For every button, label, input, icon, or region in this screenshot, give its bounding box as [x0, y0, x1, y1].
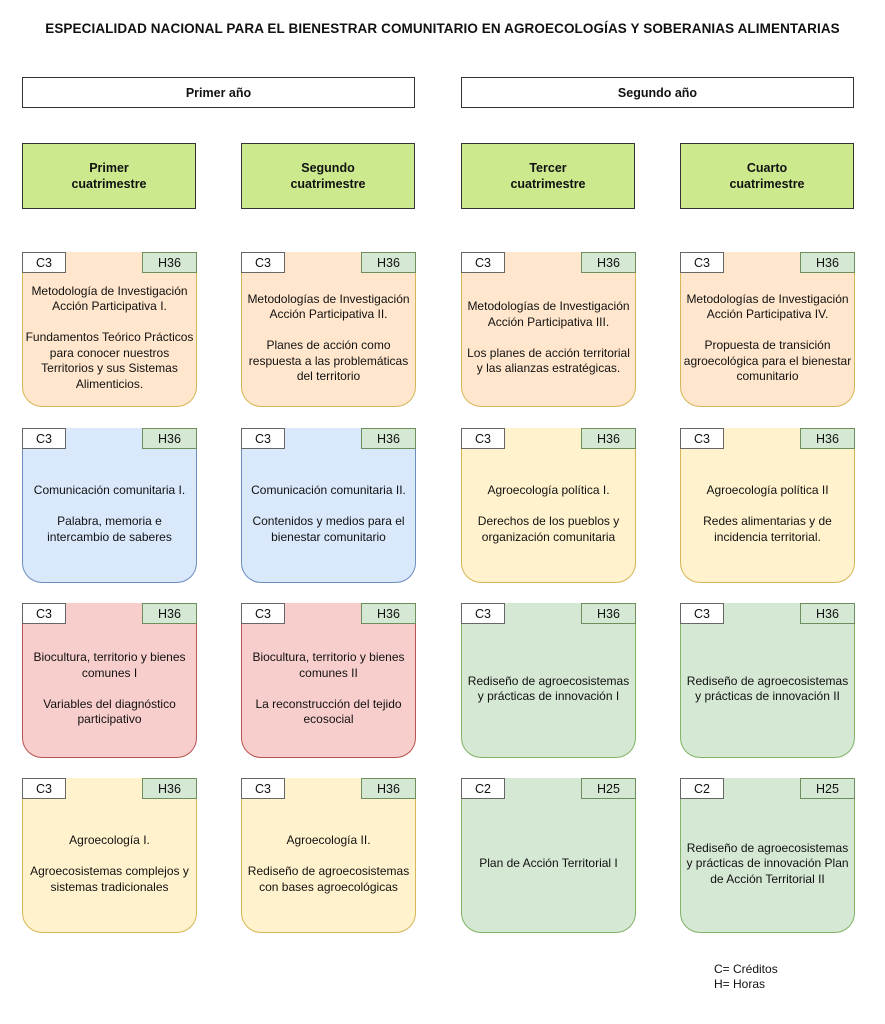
course-card [22, 252, 197, 407]
credits-tag: C2 [680, 778, 724, 799]
course-card [680, 428, 855, 583]
credits-tag: C3 [461, 603, 505, 624]
credits-tag: C3 [241, 603, 285, 624]
hours-tag: H36 [581, 252, 636, 273]
course-card [241, 603, 416, 758]
course-text: Metodologías de Investigación Acción Participativa III. Los planes de acción territorial y las alianzas estratégicas. [467, 299, 630, 376]
hours-tag: H36 [361, 252, 416, 273]
hours-tag: H25 [581, 778, 636, 799]
course-text: Rediseño de agroecosistemas y prácticas de innovación I [467, 673, 630, 703]
course-text: Metodologías de Investigación Acción Participativa II. Planes de acción como respuesta a las problemáticas del territorio [247, 291, 410, 383]
year-header-second: Segundo año [461, 77, 854, 108]
course-text: Rediseño de agroecosistemas y prácticas de innovación Plan de Acción Territorial II [686, 840, 849, 886]
course-card [22, 778, 197, 933]
course-card [461, 603, 636, 758]
hours-tag: H36 [142, 428, 197, 449]
credits-tag: C3 [680, 603, 724, 624]
hours-tag: H25 [800, 778, 855, 799]
hours-tag: H36 [142, 252, 197, 273]
course-card [680, 603, 855, 758]
course-text: Agroecología I. Agroecosistemas complejos y sistemas tradicionales [30, 833, 189, 894]
credits-tag: C3 [22, 428, 66, 449]
course-card [241, 428, 416, 583]
hours-tag: H36 [581, 603, 636, 624]
year-header-first: Primer año [22, 77, 415, 108]
term-header-3: Tercer cuatrimestre [461, 143, 635, 209]
hours-tag: H36 [800, 252, 855, 273]
hours-tag: H36 [142, 778, 197, 799]
course-text: Agroecología política I. Derechos de los pueblos y organización comunitaria [477, 483, 620, 544]
credits-tag: C3 [680, 252, 724, 273]
credits-tag: C3 [22, 778, 66, 799]
credits-tag: C3 [241, 778, 285, 799]
credits-tag: C3 [241, 428, 285, 449]
legend [714, 962, 778, 992]
course-text: Rediseño de agroecosistemas y prácticas de innovación II [686, 673, 849, 703]
hours-tag: H36 [361, 778, 416, 799]
course-text: Biocultura, territorio y bienes comunes II La reconstrucción del tejido ecosocial [252, 650, 405, 727]
term-header-1: Primer cuatrimestre [22, 143, 196, 209]
hours-tag: H36 [581, 428, 636, 449]
course-card [461, 428, 636, 583]
hours-tag: H36 [800, 428, 855, 449]
course-text: Comunicación comunitaria II. Contenidos y medios para el bienestar comunitario [251, 483, 406, 544]
hours-tag: H36 [361, 603, 416, 624]
hours-tag: H36 [142, 603, 197, 624]
diagram-title: ESPECIALIDAD NACIONAL PARA EL BIENESTRAR COMUNITARIO EN AGROECOLOGÍAS Y SOBERANIAS ALIMENTARIAS [45, 21, 840, 36]
hours-tag: H36 [361, 428, 416, 449]
credits-tag: C3 [461, 252, 505, 273]
term-header-4: Cuarto cuatrimestre [680, 143, 854, 209]
credits-tag: C3 [680, 428, 724, 449]
legend-credits: C= Créditos [714, 962, 778, 976]
course-card [241, 778, 416, 933]
credits-tag: C3 [22, 603, 66, 624]
course-card [241, 252, 416, 407]
credits-tag: C3 [22, 252, 66, 273]
course-card [22, 428, 197, 583]
credits-tag: C3 [461, 428, 505, 449]
course-card [680, 778, 855, 933]
term-header-2: Segundo cuatrimestre [241, 143, 415, 209]
course-text: Comunicación comunitaria I. Palabra, memoria e intercambio de saberes [33, 483, 186, 544]
course-card [461, 252, 636, 407]
course-card [22, 603, 197, 758]
course-text: Metodologías de Investigación Acción Participativa IV. Propuesta de transición agroecológica para el bienestar comunitario [683, 291, 852, 383]
course-text: Agroecología política II Redes alimentarias y de incidencia territorial. [703, 483, 832, 544]
course-card [680, 252, 855, 407]
course-card [461, 778, 636, 933]
course-text: Agroecología II. Rediseño de agroecosistemas con bases agroecológicas [247, 833, 410, 894]
hours-tag: H36 [800, 603, 855, 624]
course-text: Biocultura, territorio y bienes comunes I Variables del diagnóstico participativo [33, 650, 186, 727]
credits-tag: C3 [241, 252, 285, 273]
course-text: Metodología de Investigación Acción Participativa I. Fundamentos Teórico Prácticos para conocer nuestros Territorios y sus Sistemas Alimenticios. [25, 283, 194, 391]
credits-tag: C2 [461, 778, 505, 799]
course-text: Plan de Acción Territorial I [479, 856, 618, 871]
legend-hours: H= Horas [714, 977, 766, 991]
